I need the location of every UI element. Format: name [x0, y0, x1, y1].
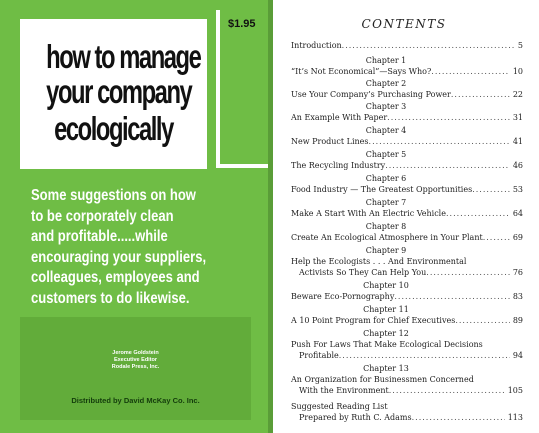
- toc-chapter-label: Chapter 13: [363, 364, 409, 373]
- credit-line: Jerome Goldstein: [112, 350, 159, 356]
- toc-entry-chapter-11: [291, 305, 523, 326]
- toc-title: New Product Lines: [291, 137, 369, 146]
- toc-chapter-label: Chapter 4: [365, 126, 407, 135]
- toc-page: 69: [512, 233, 523, 242]
- toc-chapter-label: Chapter 6: [365, 174, 407, 183]
- cover-distributor: Distributed by David McKay Co. Inc.: [71, 396, 200, 405]
- toc-page: 76: [512, 268, 523, 277]
- toc-title: Create An Ecological Atmosphere in Your Plant: [291, 233, 483, 242]
- toc-entry-chapter-6: [291, 174, 523, 195]
- cover-credits: [20, 350, 251, 371]
- toc-chapter-label: Chapter 10: [363, 281, 409, 290]
- toc-leader: [389, 385, 505, 396]
- toc-title: Profitable: [299, 351, 339, 360]
- tagline-line: to be corporately clean: [31, 207, 174, 225]
- toc-title: “It’s Not Economical”—Says Who?: [291, 67, 432, 76]
- toc-page: 41: [512, 137, 523, 146]
- toc-title: An Example With Paper: [291, 113, 388, 122]
- toc-page: 105: [507, 386, 523, 395]
- cover-decor-bar-vertical: [216, 10, 220, 168]
- toc-entry-chapter-13: [291, 364, 523, 396]
- toc-page: 53: [512, 185, 523, 194]
- toc-chapter-label: Chapter 11: [363, 305, 409, 314]
- toc-chapter-label: Chapter 5: [365, 150, 407, 159]
- toc-title: With the Environment: [299, 386, 389, 395]
- toc-page: 46: [512, 161, 523, 170]
- toc-leader: [339, 350, 510, 361]
- toc-leader: [369, 136, 510, 147]
- toc-leader: [451, 89, 510, 100]
- credit-line: Executive Editor: [113, 357, 158, 363]
- toc-entry-chapter-8: [291, 222, 523, 243]
- toc-entry-chapter-3: [291, 102, 523, 123]
- toc-leader: [472, 184, 510, 195]
- toc-entry-reading-list: [291, 401, 523, 423]
- toc-title: Activists So They Can Help You: [299, 268, 427, 277]
- toc-chapter-label: Chapter 8: [365, 222, 407, 231]
- toc-leader: [342, 40, 515, 51]
- cover-tagline: [31, 186, 263, 309]
- toc-page: 31: [512, 113, 523, 122]
- toc-title: A 10 Point Program for Chief Executives: [291, 316, 456, 325]
- toc-entry-chapter-10: [291, 281, 523, 302]
- tagline-line: colleagues, employees and: [31, 269, 200, 286]
- credit-line: Rodale Press, Inc.: [111, 364, 160, 370]
- toc-leader: [394, 291, 509, 302]
- toc-entry-chapter-9: [291, 246, 523, 278]
- toc-page: 89: [512, 316, 523, 325]
- toc-page: 22: [512, 90, 523, 99]
- toc-chapter-label: Chapter 2: [365, 79, 407, 88]
- toc-entry-chapter-7: [291, 198, 523, 219]
- toc-title: Beware Eco-Pornography: [291, 292, 395, 301]
- toc-chapter-label: Chapter 7: [365, 198, 407, 207]
- toc-leader: [387, 112, 510, 123]
- cover-title-line-2: your company: [46, 73, 192, 110]
- toc-title: Use Your Company’s Purchasing Power: [291, 90, 451, 99]
- toc-chapter-label: Chapter 12: [363, 329, 409, 338]
- cover-title-box: [20, 19, 207, 169]
- toc-title: Introduction: [291, 41, 342, 50]
- toc-leader: [385, 160, 510, 171]
- toc-page: 5: [517, 41, 523, 50]
- toc-entry-chapter-4: [291, 126, 523, 147]
- toc-title: The Recycling Industry: [291, 161, 386, 170]
- toc-title: Make A Start With An Electric Vehicle: [291, 209, 446, 218]
- toc-leader: [483, 232, 510, 243]
- toc-leader: [426, 267, 510, 278]
- toc-entry-chapter-2: [291, 79, 523, 100]
- tagline-line: customers to do likewise.: [31, 289, 190, 307]
- toc-leader: [446, 208, 510, 219]
- toc-page: 10: [512, 67, 523, 76]
- cover-title-line-3: ecologically: [54, 110, 173, 147]
- cover-decor-bar-horizontal: [216, 164, 268, 168]
- toc-entry-chapter-1: [291, 56, 523, 77]
- toc-chapter-label: Chapter 1: [365, 56, 407, 65]
- toc-chapter-label: Chapter 3: [365, 102, 407, 111]
- toc-title-line-1: Push For Laws That Make Ecological Decisions: [291, 340, 483, 349]
- toc-leader: [431, 66, 510, 77]
- cover-spine-edge: [268, 0, 273, 433]
- toc-entry-chapter-12: [291, 329, 523, 361]
- toc-title-line-1: Help the Ecologists . . . And Environmental: [291, 257, 467, 266]
- toc-chapter-label: Chapter 9: [365, 246, 407, 255]
- toc-page: 83: [512, 292, 523, 301]
- toc-page: 64: [512, 209, 523, 218]
- toc-entry-introduction: [291, 40, 523, 51]
- tagline-line: and profitable.....while: [31, 228, 168, 245]
- toc-title: Prepared by Ruth C. Adams: [299, 413, 412, 422]
- toc-title: Food Industry — The Greatest Opportunities: [291, 185, 473, 194]
- tagline-line: Some suggestions on how: [31, 187, 196, 204]
- toc-title-line-1: Suggested Reading List: [291, 402, 388, 411]
- toc-page: 94: [512, 351, 523, 360]
- toc-page: 113: [507, 413, 523, 422]
- toc-leader: [455, 315, 509, 326]
- contents-heading: CONTENTS: [361, 17, 447, 31]
- toc-entry-chapter-5: [291, 150, 523, 171]
- cover-title-line-1: how to manage: [46, 38, 201, 75]
- cover-price: $1.95: [228, 18, 256, 30]
- tagline-line: encouraging your suppliers,: [31, 248, 207, 266]
- toc-title-line-1: An Organization for Businessmen Concerned: [291, 375, 474, 384]
- toc-leader: [412, 412, 505, 423]
